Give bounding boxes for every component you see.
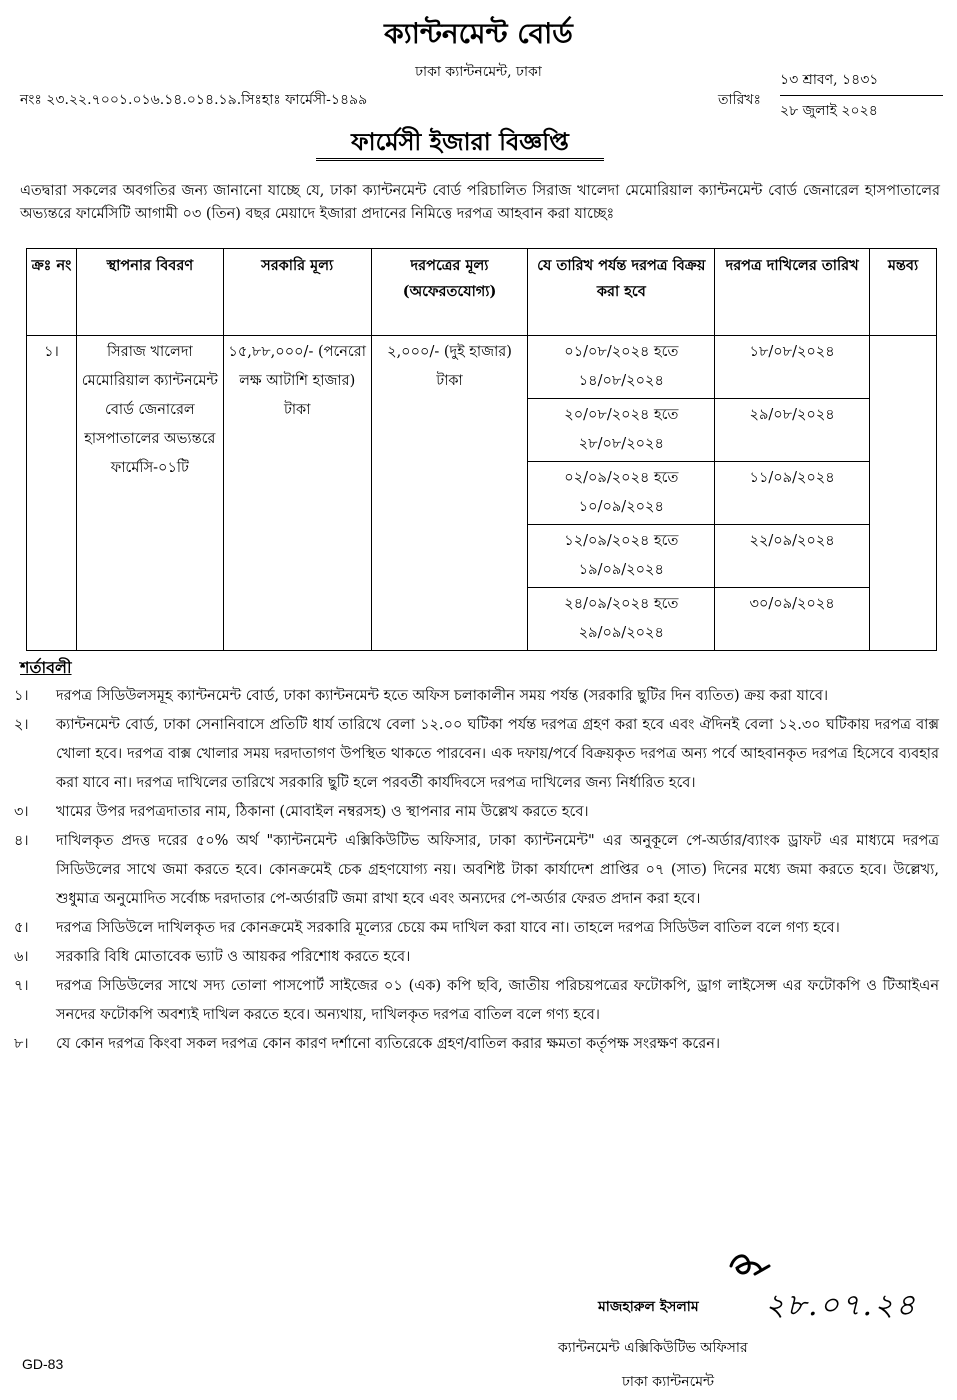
col-tender-price: দরপত্রের মূল্য (অফেরতযোগ্য) <box>371 249 528 336</box>
term-number: ৬। <box>14 949 29 965</box>
list-item <box>14 798 939 827</box>
cell-tender-price: ২,০০০/- (দুই হাজার) টাকা <box>371 336 528 651</box>
cell-description: সিরাজ খালেদা মেমোরিয়াল ক্যান্টনমেন্ট বোর্ড জেনারেল হাসপাতালের অভ্যন্তরে ফার্মেসি-০১টি <box>76 336 223 651</box>
cell-submission-date: ২২/০৯/২০২৪ <box>715 525 870 588</box>
board-title: ক্যান্টনমেন্ট বোর্ড <box>384 17 573 50</box>
tender-table <box>26 248 937 651</box>
term-text: খামের উপর দরপত্রদাতার নাম, ঠিকানা (মোবাইল নম্বরসহ) ও স্থাপনার নাম উল্লেখ করতে হবে। <box>56 804 589 820</box>
list-item <box>14 972 939 1030</box>
table-header-row <box>27 249 937 336</box>
date-label: তারিখঃ <box>718 92 761 108</box>
cell-sale-period: ০২/০৯/২০২৪ হতে ১০/০৯/২০২৪ <box>528 462 715 525</box>
date-block <box>718 68 943 123</box>
signatory-designation: ক্যান্টনমেন্ট এক্সিকিউটিভ অফিসার <box>558 1340 748 1356</box>
date-english: ২৮ জুলাই ২০২৪ <box>780 103 878 119</box>
cell-sale-period: ২০/০৮/২০২৪ হতে ২৮/০৮/২০২৪ <box>528 399 715 462</box>
col-govt-price: সরকারি মূল্য <box>223 249 371 336</box>
term-number: ৭। <box>14 978 29 994</box>
cell-submission-date: ১১/০৯/২০২৪ <box>715 462 870 525</box>
board-location: ঢাকা ক্যান্টনমেন্ট, ঢাকা <box>415 64 542 80</box>
list-item <box>14 711 939 798</box>
cell-remarks <box>870 336 937 651</box>
list-item <box>14 943 939 972</box>
term-text: দাখিলকৃত প্রদত্ত দরের ৫০% অর্থ "ক্যান্টনমেন্ট এক্সিকিউটিভ অফিসার, ঢাকা ক্যান্টনমেন্ট" এর অনুকূলে পে-অর্ডার/ব্যাংক ড্রাফট এর মাধ্যমে দরপত্র সিডিউলের সাথে জমা করতে হবে। কোনক্রমেই চেক গ্রহণযোগ্য নয়। অবশিষ্ট টাকা কার্যাদেশ প্রাপ্তির ০৭ (সাত) দিনের মধ্যে জমা করতে হবে। উল্লেখ্য, শুধুমাত্র অনুমোদিত সর্বোচ্চ দরদাতার পে-অর্ডারটি জমা রাখা হবে এবং অন্যদের পে-অর্ডার ফেরত প্রদান করা হবে। <box>56 833 939 907</box>
footer-code: GD-83 <box>22 1356 64 1372</box>
term-text: দরপত্র সিডিউলসমূহ ক্যান্টনমেন্ট বোর্ড, ঢাকা ক্যান্টনমেন্ট হতে অফিস চলাকালীন সময় পর্যন্ত (সরকারি ছুটির দিন ব্যতিত) ক্রয় করা যাবে। <box>56 688 829 704</box>
date-bangla: ১৩ শ্রাবণ, ১৪৩১ <box>780 68 943 96</box>
col-sale-period: যে তারিখ পর্যন্ত দরপত্র বিক্রয় করা হবে <box>528 249 715 336</box>
cell-submission-date: ২৯/০৮/২০২৪ <box>715 399 870 462</box>
term-number: ৪। <box>14 833 29 849</box>
cell-serial: ১। <box>27 336 77 651</box>
list-item <box>14 827 939 914</box>
col-description: স্থাপনার বিবরণ <box>76 249 223 336</box>
memo-number: নংঃ ২৩.২২.৭০০১.০১৬.১৪.০১৪.১৯.সিঃহাঃ ফার্মেসী-১৪৯৯ <box>20 92 368 108</box>
term-number: ৫। <box>14 920 29 936</box>
intro-paragraph: এতদ্বারা সকলের অবগতির জন্য জানানো যাচ্ছে যে, ঢাকা ক্যান্টনমেন্ট বোর্ড পরিচালিত সিরাজ খালেদা মেমোরিয়াল ক্যান্টনমেন্ট বোর্ড জেনারেল হাসপাতালের অভ্যন্তরে ফার্মেসিটি আগামী ০৩ (তিন) বছর মেয়াদে ইজারা প্রদানের নিমিত্তে দরপত্র আহবান করা যাচ্ছেঃ <box>20 183 940 222</box>
list-item <box>14 682 939 711</box>
cell-govt-price: ১৫,৮৮,০০০/- (পনেরো লক্ষ আটাশি হাজার) টাকা <box>223 336 371 651</box>
terms-title: শর্তাবলী <box>20 658 72 677</box>
term-number: ৩। <box>14 804 29 820</box>
cell-submission-date: ৩০/০৯/২০২৪ <box>715 588 870 651</box>
signatory-office: ঢাকা ক্যান্টনমেন্ট <box>622 1374 714 1390</box>
term-number: ১। <box>14 688 29 704</box>
signed-date: ২৮.০৭.২৪ <box>765 1288 918 1323</box>
notice-heading: ফার্মেসী ইজারা বিজ্ঞপ্তি <box>316 124 604 161</box>
table-row <box>27 336 937 399</box>
term-text: দরপত্র সিডিউলের সাথে সদ্য তোলা পাসপোর্ট সাইজের ০১ (এক) কপি ছবি, জাতীয় পরিচয়পত্রের ফটোকপি, ড্রাগ লাইসেন্স এর ফটোকপি ও টিআইএন সনদের ফটোকপি অবশ্যই দাখিল করতে হবে। অন্যথায়, দাখিলকৃত দরপত্র বাতিল বলে গণ্য হবে। <box>56 978 939 1023</box>
col-submission-date: দরপত্র দাখিলের তারিখ <box>715 249 870 336</box>
list-item <box>14 1030 939 1059</box>
term-number: ৮। <box>14 1036 29 1052</box>
col-serial: ক্রঃ নং <box>27 249 77 336</box>
col-remarks: মন্তব্য <box>870 249 937 336</box>
signatory-name: মাজহারুল ইসলাম <box>598 1299 699 1315</box>
cell-sale-period: ২৪/০৯/২০২৪ হতে ২৯/০৯/২০২৪ <box>528 588 715 651</box>
term-text: সরকারি বিধি মোতাবেক ভ্যাট ও আয়কর পরিশোধ করতে হবে। <box>56 949 411 965</box>
cell-sale-period: ০১/০৮/২০২৪ হতে ১৪/০৮/২০২৪ <box>528 336 715 399</box>
term-text: যে কোন দরপত্র কিংবা সকল দরপত্র কোন কারণ দর্শানো ব্যতিরেকে গ্রহণ/বাতিল করার ক্ষমতা কর্তৃপক্ষ সংরক্ষণ করেন। <box>56 1036 721 1052</box>
cell-sale-period: ১২/০৯/২০২৪ হতে ১৯/০৯/২০২৪ <box>528 525 715 588</box>
terms-list <box>14 682 939 1059</box>
list-item <box>14 914 939 943</box>
term-text: দরপত্র সিডিউলে দাখিলকৃত দর কোনক্রমেই সরকারি মূল্যের চেয়ে কম দাখিল করা যাবে না। তাহলে দরপত্র সিডিউল বাতিল বলে গণ্য হবে। <box>56 920 840 936</box>
cell-submission-date: ১৮/০৮/২০২৪ <box>715 336 870 399</box>
term-number: ২। <box>14 717 29 733</box>
term-text: ক্যান্টনমেন্ট বোর্ড, ঢাকা সেনানিবাসে প্রতিটি ধার্য তারিখে বেলা ১২.০০ ঘটিকা পর্যন্ত দরপত্র গ্রহণ করা হবে এবং ঐদিনই বেলা ১২.৩০ ঘটিকায় দরপত্র বাক্স খোলা হবে। দরপত্র বাক্স খোলার সময় দরদাতাগণ উপস্থিত থাকতে পারবেন। এক দফায়/পর্বে বিক্রয়কৃত দরপত্র অন্য পর্বে আহবানকৃত দরপত্র হিসেবে ব্যবহার করা যাবে না। দরপত্র দাখিলের তারিখে সরকারি ছুটি হলে পরবর্তী কার্যদিবসে দরপত্র দাখিলের জন্য নির্ধারিত হবে। <box>56 717 939 791</box>
